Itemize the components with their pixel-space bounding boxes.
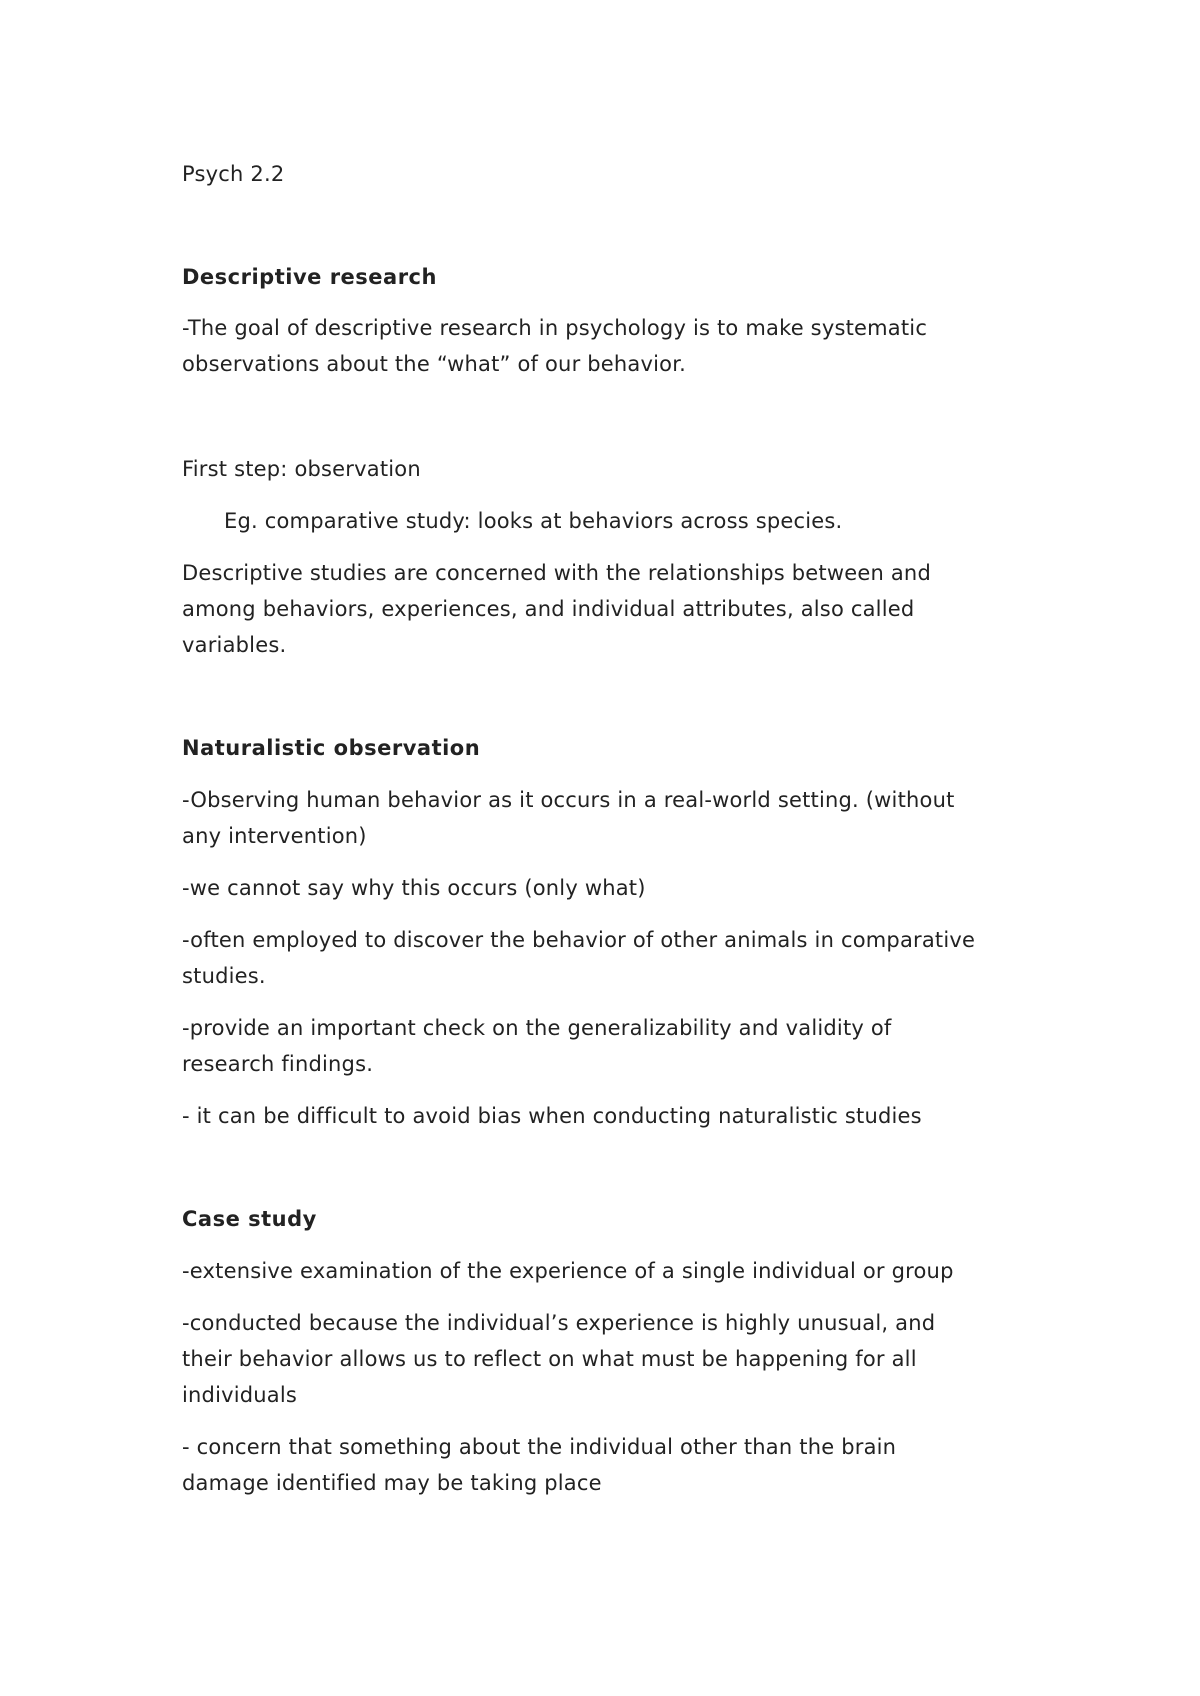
section-heading-naturalistic-observation: Naturalistic observation	[182, 736, 481, 760]
paragraph-line: -Observing human behavior as it occurs in a real-world setting. (without	[182, 788, 955, 812]
paragraph-line: observations about the “what” of our behavior.	[182, 352, 686, 376]
paragraph-line: research findings.	[182, 1052, 374, 1076]
paragraph-line-indented: Eg. comparative study: looks at behaviors across species.	[224, 509, 843, 533]
paragraph-line: studies.	[182, 964, 266, 988]
paragraph-line: - concern that something about the individual other than the brain	[182, 1435, 897, 1459]
paragraph-line: -extensive examination of the experience of a single individual or group	[182, 1259, 954, 1283]
paragraph-line: among behaviors, experiences, and individual attributes, also called	[182, 597, 915, 621]
paragraph-line: their behavior allows us to reflect on what must be happening for all	[182, 1347, 917, 1371]
paragraph-line: -provide an important check on the generalizability and validity of	[182, 1016, 892, 1040]
paragraph-line: -The goal of descriptive research in psychology is to make systematic	[182, 316, 928, 340]
paragraph-line: Descriptive studies are concerned with the relationships between and	[182, 561, 931, 585]
paragraph-line: -often employed to discover the behavior of other animals in comparative	[182, 928, 976, 952]
section-heading-case-study: Case study	[182, 1207, 317, 1231]
paragraph-line: -conducted because the individual’s experience is highly unusual, and	[182, 1311, 936, 1335]
document-title: Psych 2.2	[182, 162, 285, 186]
paragraph-line: any intervention)	[182, 824, 367, 848]
paragraph-line: First step: observation	[182, 457, 421, 481]
paragraph-line: -we cannot say why this occurs (only what)	[182, 876, 646, 900]
paragraph-line: individuals	[182, 1383, 298, 1407]
paragraph-line: damage identified may be taking place	[182, 1471, 602, 1495]
section-heading-descriptive-research: Descriptive research	[182, 265, 437, 289]
paragraph-line: - it can be difficult to avoid bias when conducting naturalistic studies	[182, 1104, 922, 1128]
paragraph-line: variables.	[182, 633, 287, 657]
